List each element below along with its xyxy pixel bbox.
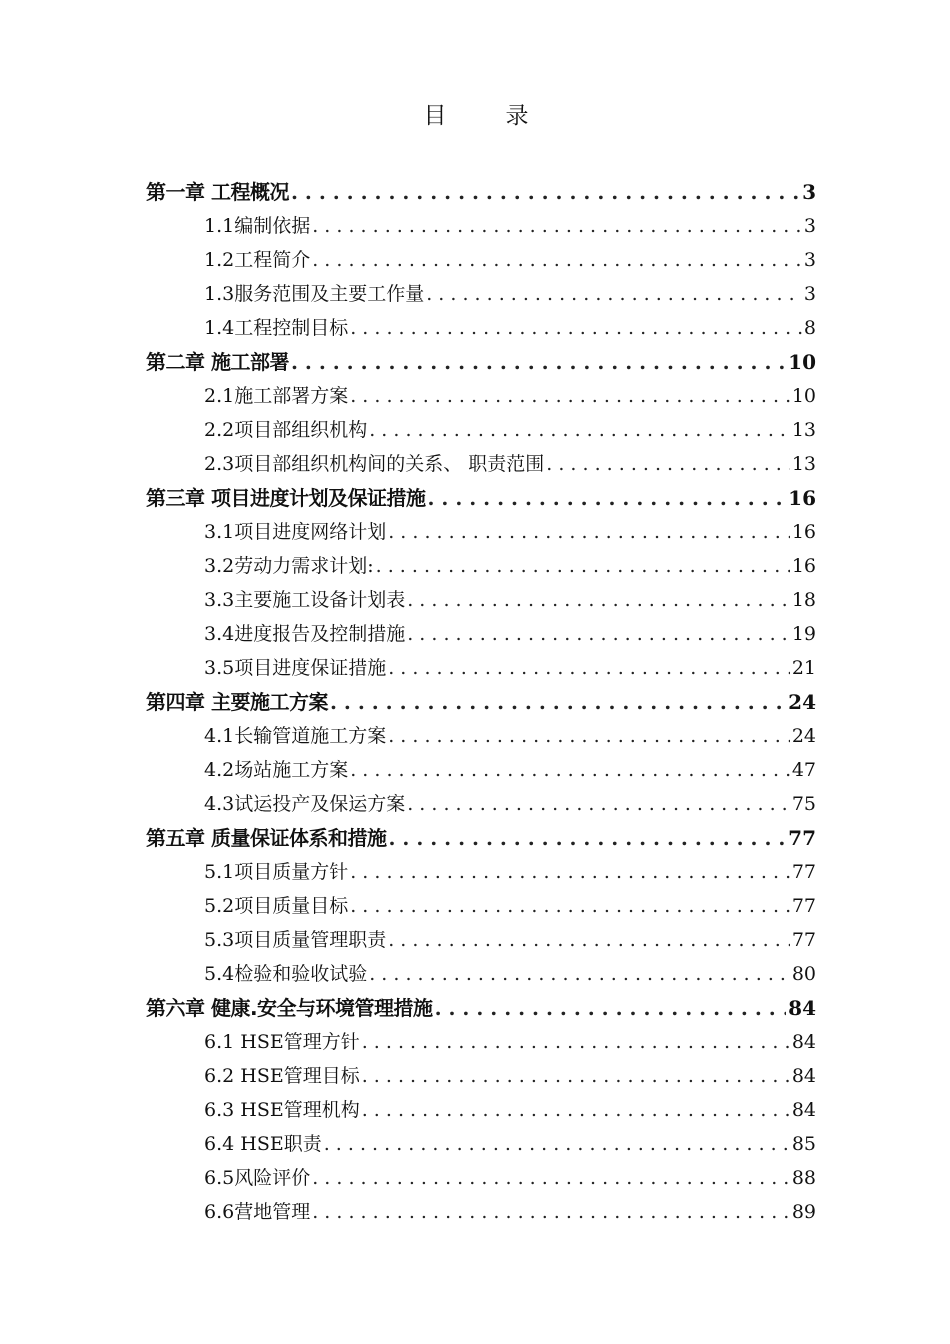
toc-section-entry[interactable]	[146, 515, 816, 549]
table-of-contents	[146, 175, 816, 1229]
toc-page-number: 21	[791, 657, 816, 679]
dot-leader	[427, 481, 786, 515]
toc-chapter-entry[interactable]	[146, 821, 816, 855]
toc-page-number: 77	[788, 826, 816, 850]
toc-section-entry[interactable]	[146, 243, 816, 277]
toc-page-number: 84	[791, 1099, 816, 1121]
toc-section-entry[interactable]	[146, 1195, 816, 1229]
dot-leader	[388, 651, 790, 685]
toc-entry-label: 5.4检验和验收试验	[204, 963, 368, 985]
dot-leader	[312, 243, 802, 277]
toc-entry-label: 6.6营地管理	[204, 1201, 311, 1223]
toc-section-entry[interactable]	[146, 787, 816, 821]
toc-entry-label: 第五章 质量保证体系和措施	[146, 826, 387, 850]
toc-page-number: 24	[788, 690, 816, 714]
dot-leader	[388, 821, 786, 855]
toc-entry-label: 6.5风险评价	[204, 1167, 311, 1189]
toc-entry-label: 4.3试运投产及保运方案	[204, 793, 406, 815]
toc-entry-label: 第一章 工程概况	[146, 180, 289, 204]
toc-entry-label: 1.1编制依据	[204, 215, 311, 237]
toc-entry-label: 1.4工程控制目标	[204, 317, 349, 339]
toc-page-number: 88	[791, 1167, 816, 1189]
toc-page-number: 16	[791, 521, 816, 543]
toc-section-entry[interactable]	[146, 719, 816, 753]
toc-page-number: 84	[791, 1031, 816, 1053]
toc-section-entry[interactable]	[146, 957, 816, 991]
toc-entry-label: 4.2场站施工方案	[204, 759, 349, 781]
toc-page-number: 89	[791, 1201, 816, 1223]
toc-chapter-entry[interactable]	[146, 175, 816, 209]
toc-section-entry[interactable]	[146, 1059, 816, 1093]
dot-leader	[388, 719, 790, 753]
toc-entry-label: 5.3项目质量管理职责	[204, 929, 387, 951]
toc-entry-label: 1.3服务范围及主要工作量	[204, 283, 425, 305]
toc-entry-label: 第三章 项目进度计划及保证措施	[146, 486, 426, 510]
toc-chapter-entry[interactable]	[146, 345, 816, 379]
toc-entry-label: 3.5项目进度保证措施	[204, 657, 387, 679]
toc-page-number: 19	[791, 623, 816, 645]
toc-section-entry[interactable]	[146, 1161, 816, 1195]
dot-leader	[376, 549, 790, 583]
toc-page-number: 47	[791, 759, 816, 781]
toc-entry-label: 6.2 HSE管理目标	[204, 1065, 360, 1087]
toc-section-entry[interactable]	[146, 379, 816, 413]
toc-chapter-entry[interactable]	[146, 685, 816, 719]
toc-section-entry[interactable]	[146, 1093, 816, 1127]
toc-section-entry[interactable]	[146, 617, 816, 651]
toc-page-number: 13	[791, 419, 816, 441]
toc-section-entry[interactable]	[146, 209, 816, 243]
dot-leader	[435, 991, 787, 1025]
toc-section-entry[interactable]	[146, 923, 816, 957]
toc-chapter-entry[interactable]	[146, 481, 816, 515]
dot-leader	[388, 515, 790, 549]
toc-chapter-entry[interactable]	[146, 991, 816, 1025]
toc-section-entry[interactable]	[146, 889, 816, 923]
toc-page-number: 10	[791, 385, 816, 407]
dot-leader	[546, 447, 790, 481]
dot-leader	[324, 1127, 790, 1161]
toc-page-number: 16	[788, 486, 816, 510]
toc-page-number: 84	[788, 996, 816, 1020]
dot-leader	[291, 175, 800, 209]
toc-entry-label: 6.1 HSE管理方针	[204, 1031, 360, 1053]
toc-page-number: 3	[803, 283, 816, 305]
toc-entry-label: 5.1项目质量方针	[204, 861, 349, 883]
toc-page-number: 77	[791, 929, 816, 951]
toc-section-entry[interactable]	[146, 583, 816, 617]
toc-entry-label: 3.4进度报告及控制措施	[204, 623, 406, 645]
toc-entry-label: 1.2工程简介	[204, 249, 311, 271]
toc-page-number: 8	[803, 317, 816, 339]
toc-section-entry[interactable]	[146, 1025, 816, 1059]
toc-section-entry[interactable]	[146, 855, 816, 889]
toc-page-number: 16	[791, 555, 816, 577]
toc-page-number: 80	[791, 963, 816, 985]
toc-page-number: 3	[803, 215, 816, 237]
toc-entry-label: 3.1项目进度网络计划	[204, 521, 387, 543]
dot-leader	[350, 889, 790, 923]
dot-leader	[426, 277, 802, 311]
toc-page-number: 77	[791, 895, 816, 917]
dot-leader	[362, 1025, 790, 1059]
toc-section-entry[interactable]	[146, 753, 816, 787]
toc-entry-label: 6.3 HSE管理机构	[204, 1099, 360, 1121]
dot-leader	[407, 787, 790, 821]
toc-page-number: 3	[802, 180, 816, 204]
toc-page-number: 18	[791, 589, 816, 611]
toc-entry-label: 第六章 健康.安全与环境管理措施	[146, 996, 433, 1020]
toc-section-entry[interactable]	[146, 1127, 816, 1161]
dot-leader	[312, 209, 802, 243]
toc-entry-label: 2.3项目部组织机构间的关系、 职责范围	[204, 453, 545, 475]
toc-entry-label: 5.2项目质量目标	[204, 895, 349, 917]
toc-section-entry[interactable]	[146, 311, 816, 345]
dot-leader	[350, 753, 790, 787]
dot-leader	[407, 617, 790, 651]
dot-leader	[312, 1195, 790, 1229]
toc-section-entry[interactable]	[146, 447, 816, 481]
toc-section-entry[interactable]	[146, 549, 816, 583]
dot-leader	[369, 957, 790, 991]
toc-page-number: 3	[803, 249, 816, 271]
toc-entry-label: 2.2项目部组织机构	[204, 419, 368, 441]
toc-entry-label: 第四章 主要施工方案	[146, 690, 328, 714]
toc-entry-label: 6.4 HSE职责	[204, 1133, 322, 1155]
toc-page-number: 84	[791, 1065, 816, 1087]
toc-entry-label: 3.3主要施工设备计划表	[204, 589, 406, 611]
dot-leader	[407, 583, 790, 617]
dot-leader	[312, 1161, 790, 1195]
toc-page-number: 77	[791, 861, 816, 883]
dot-leader	[330, 685, 786, 719]
toc-section-entry[interactable]	[146, 413, 816, 447]
toc-entry-label: 第二章 施工部署	[146, 350, 289, 374]
toc-page-number: 13	[791, 453, 816, 475]
dot-leader	[362, 1093, 790, 1127]
toc-page-number: 10	[788, 350, 816, 374]
toc-title: 目 录	[423, 103, 547, 129]
toc-page-number: 85	[791, 1133, 816, 1155]
toc-entry-label: 2.1施工部署方案	[204, 385, 349, 407]
dot-leader	[388, 923, 790, 957]
toc-entry-label: 3.2劳动力需求计划:	[204, 555, 374, 577]
toc-page-number: 24	[791, 725, 816, 747]
dot-leader	[291, 345, 786, 379]
toc-section-entry[interactable]	[146, 651, 816, 685]
toc-section-entry[interactable]	[146, 277, 816, 311]
dot-leader	[369, 413, 790, 447]
dot-leader	[362, 1059, 790, 1093]
toc-page-number: 75	[791, 793, 816, 815]
dot-leader	[350, 855, 790, 889]
dot-leader	[350, 311, 802, 345]
toc-entry-label: 4.1长输管道施工方案	[204, 725, 387, 747]
dot-leader	[350, 379, 790, 413]
